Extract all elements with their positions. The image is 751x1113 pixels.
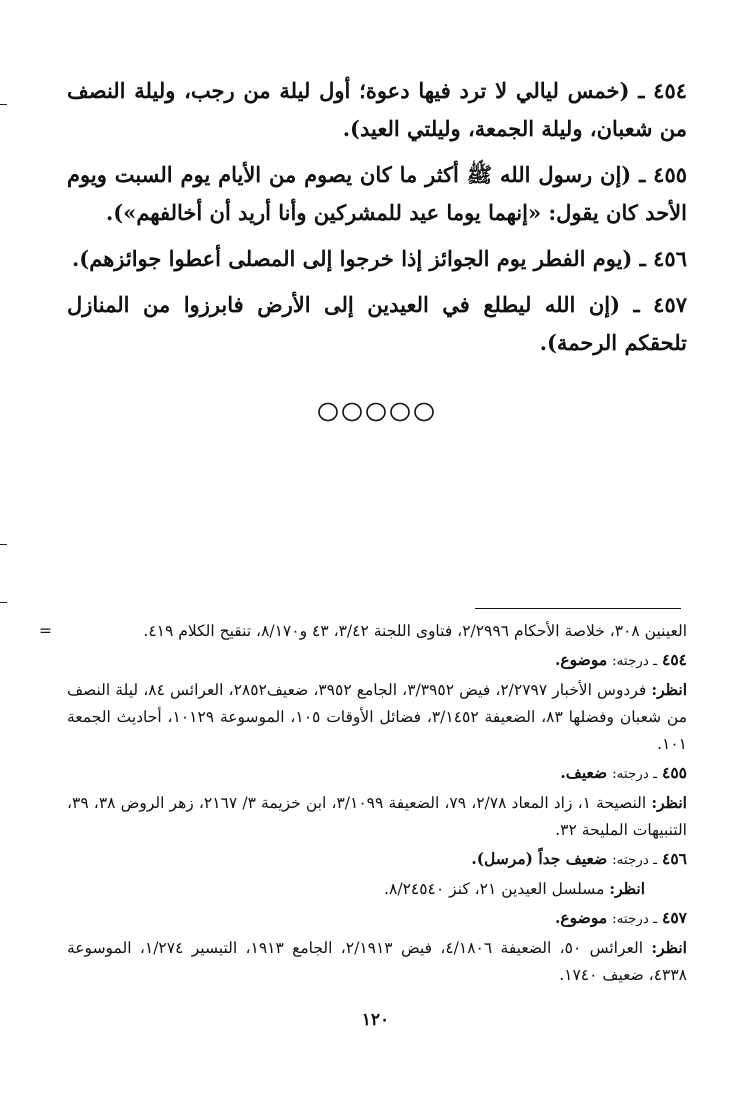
hadith-455 xyxy=(67,156,687,232)
footnote-refs-457 xyxy=(67,934,687,989)
grade-label: ـ درجته: xyxy=(612,911,658,927)
five-circles-icon xyxy=(316,400,436,424)
continuation-marker: = xyxy=(39,622,52,640)
grade-value: ضعيف. xyxy=(560,763,608,782)
hadith-number: ٤٥٤ xyxy=(653,78,688,103)
refs-text: فردوس الأخبار ٢/٢٧٩٧، فيض ٣/٣٩٥٢، الجامع ٣٩٥٢، ضعيف٢٨٥٢، العرائس ٨٤، ليلة النصف من شعبان وفضلها ٨٣، الضعيفة ٣/١٤٥٢، فضائل الأوقات ١٠٥، الموسوعة ١٠١٢٩، أحاديث الجمعة ١٠١. xyxy=(67,681,687,753)
grade-label: ـ درجته: xyxy=(612,766,658,782)
grade-label: ـ درجته: xyxy=(612,852,658,868)
grade-value: ضعيف جداً (مرسل). xyxy=(471,849,608,868)
footnote-refs-455 xyxy=(67,789,687,844)
footnote-refs-454 xyxy=(67,676,687,758)
hadith-456 xyxy=(67,240,687,278)
hadith-text: ـ (يوم الفطر يوم الجوائز إذا خرجوا إلى المصلى أعطوا جوائزهم). xyxy=(71,246,646,271)
hadith-number: ٤٥٧ xyxy=(653,292,688,317)
refs-text: العرائس ٥٠، الضعيفة ٤/١٨٠٦، فيض ٢/١٩١٣، الجامع ١٩١٣، التيسير ١/٢٧٤، الموسوعة ٤٣٣٨، ضعيف ١٧٤٠. xyxy=(67,939,687,984)
hadith-list xyxy=(67,72,687,370)
footnote-continuation xyxy=(39,618,687,645)
footnote-grade-454 xyxy=(67,646,687,675)
page-number: ١٢٠ xyxy=(361,1010,390,1030)
grade-value: موضوع. xyxy=(555,650,608,669)
footnote-refs-456 xyxy=(67,875,687,903)
footnote-separator-rule xyxy=(475,608,681,609)
margin-tick-mark xyxy=(0,544,7,545)
refs-label: انظر: xyxy=(609,879,645,898)
footnote-number: ٤٥٤ xyxy=(662,650,687,669)
footnote-grade-456 xyxy=(67,845,687,874)
section-end-ornament xyxy=(0,400,751,428)
hadith-number: ٤٥٥ xyxy=(653,162,688,187)
margin-tick-mark xyxy=(0,104,7,105)
refs-label: انظر: xyxy=(651,938,687,957)
hadith-number: ٤٥٦ xyxy=(653,246,687,271)
footnote-grade-457 xyxy=(67,904,687,933)
footnote-number: ٤٥٦ xyxy=(662,849,687,868)
hadith-text: ـ (إن الله ليطلع في العيدين إلى الأرض فابرزوا من المنازل تلحقكم الرحمة). xyxy=(67,292,687,355)
hadith-text: ـ (خمس ليالي لا ترد فيها دعوة؛ أول ليلة من رجب، وليلة النصف من شعبان، وليلة الجمعة، وليلتي العيد). xyxy=(67,78,687,141)
hadith-454 xyxy=(67,72,687,148)
continuation-text: العينين ٣٠٨، خلاصة الأحكام ٢/٢٩٩٦، فتاوى اللجنة ٣/٤٢، ٤٣ و٨/١٧٠، تنقيح الكلام ٤١٩. xyxy=(143,622,687,640)
refs-text: النصيحة ١، زاد المعاد ٢/٧٨، ٧٩، الضعيفة ٣/١٠٩٩، ابن خزيمة ٣/ ٢١٦٧، زهر الروض ٣٨، ٣٩، التنبيهات المليحة ٣٢. xyxy=(67,794,687,839)
grade-label: ـ درجته: xyxy=(612,653,658,669)
refs-label: انظر: xyxy=(651,793,687,812)
refs-label: انظر: xyxy=(651,680,688,699)
footnote-grade-455 xyxy=(67,759,687,788)
footnote-number: ٤٥٧ xyxy=(662,908,687,927)
refs-text: مسلسل العيدين ٢١، كنز ٨/٢٤٥٤٠. xyxy=(384,880,605,898)
hadith-text: ـ (إن رسول الله ﷺ أكثر ما كان يصوم من الأيام يوم السبت ويوم الأحد كان يقول: «إنهما يوما عيد للمشركين وأنا أريد أن أخالفهم»). xyxy=(67,162,687,225)
margin-tick-mark xyxy=(0,602,7,603)
footnote-number: ٤٥٥ xyxy=(662,763,687,782)
footnotes-section xyxy=(39,618,688,990)
grade-value: موضوع. xyxy=(555,908,608,927)
hadith-457 xyxy=(67,286,687,362)
